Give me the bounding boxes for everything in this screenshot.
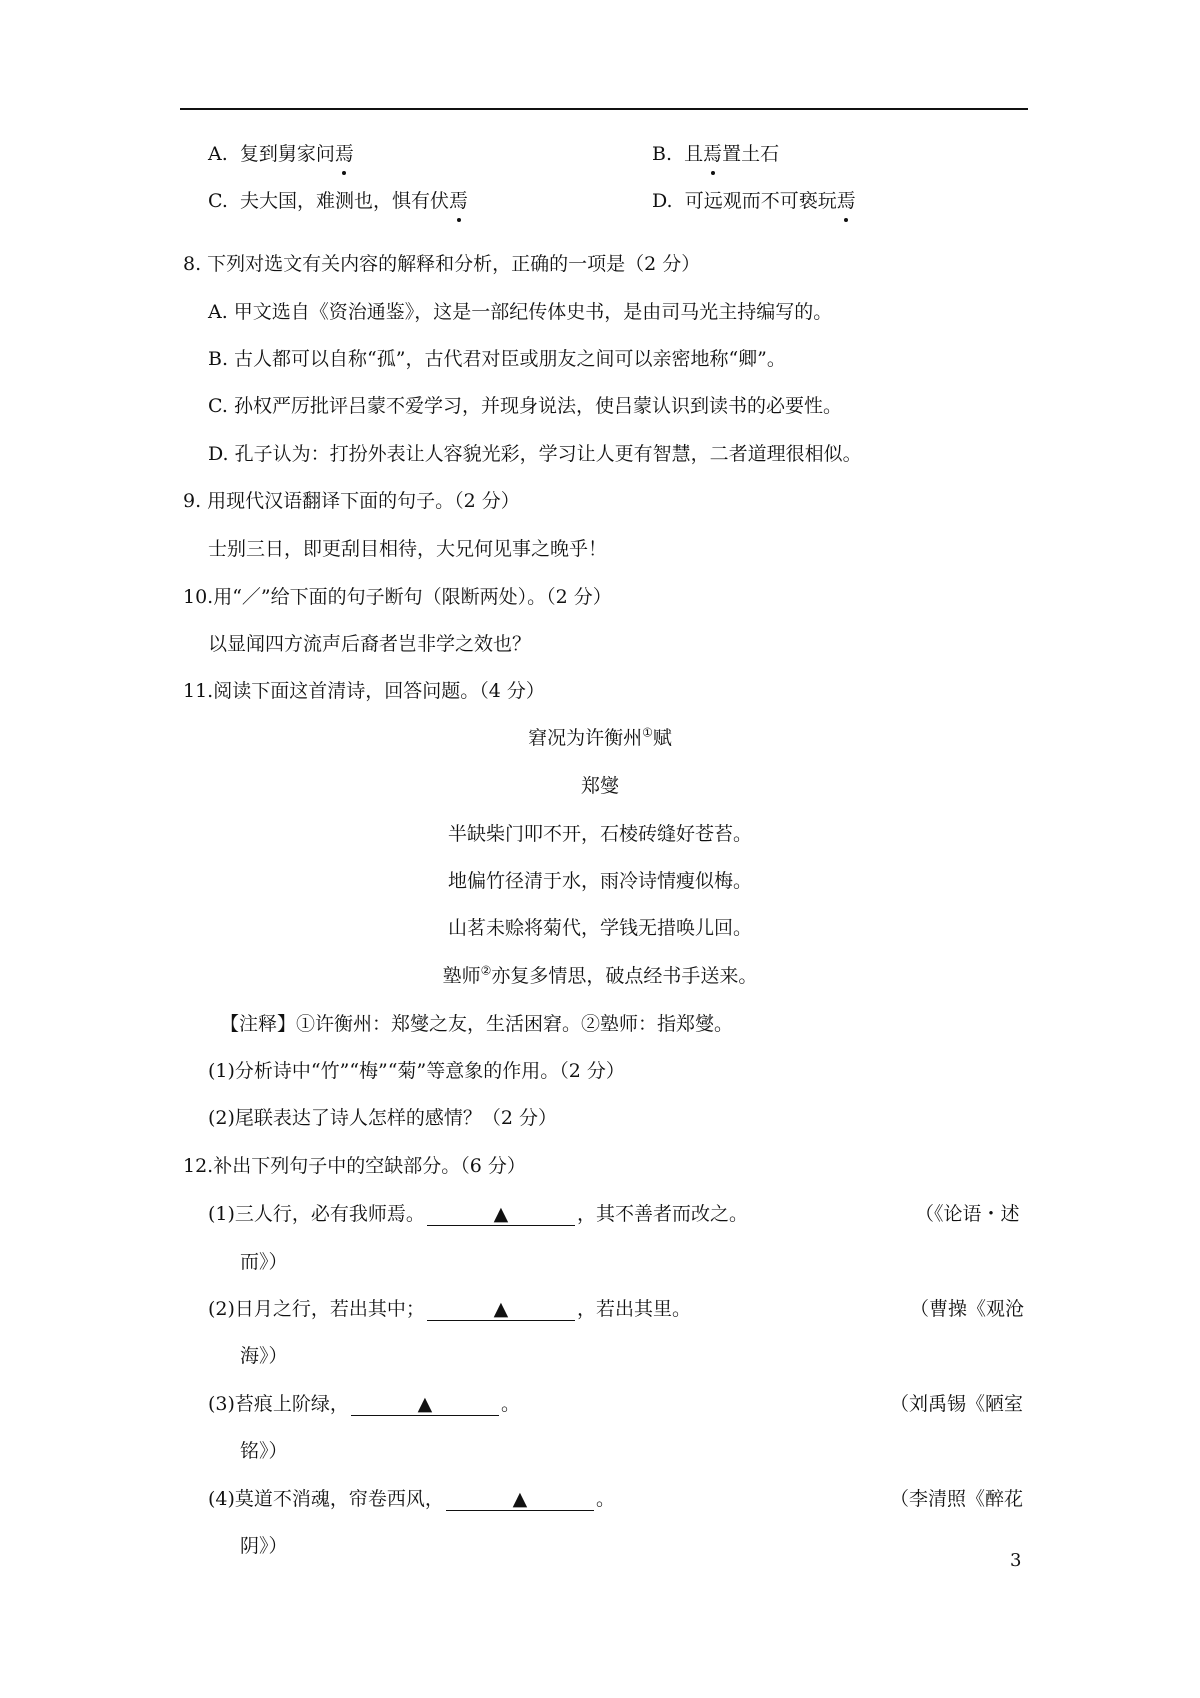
q10-sentence: 以显闻四方流声后裔者岂非学之效也？ (208, 633, 532, 655)
q8-option-b: B. 古人都可以自称“孤”，古代君对臣或朋友之间可以亲密地称“卿”。 (208, 348, 786, 370)
source-citation-cont: 而》） (240, 1251, 288, 1273)
q12-stem: 12.补出下列句子中的空缺部分。（6 分） (183, 1155, 526, 1177)
source-citation: （曹操《观沧 (910, 1298, 1025, 1320)
q8-stem: 8. 下列对选文有关内容的解释和分析，正确的一项是（2 分） (183, 253, 701, 275)
source-citation-cont: 阴》） (240, 1535, 288, 1557)
poem-note: 【注释】①许衡州：郑燮之友，生活困窘。②塾师：指郑燮。 (220, 1013, 734, 1035)
q7-option-d: D. 可远观而不可亵玩焉 (652, 187, 856, 215)
fill-blank-item: (2)日月之行，若出其中； ▲ ，若出其里。 (208, 1298, 691, 1320)
q11-subquestion-1: (1)分析诗中“竹”“梅”“菊”等意象的作用。（2 分） (208, 1060, 625, 1082)
q8-option-c: C. 孙权严厉批评吕蒙不爱学习，并现身说法，使吕蒙认识到读书的必要性。 (208, 395, 842, 417)
poem-line: 塾师②亦复多情思，破点经书手送来。 (442, 963, 758, 987)
emphasis-char: 焉 (703, 140, 722, 168)
poem-line: 山茗未赊将菊代，学钱无措唤儿回。 (447, 917, 752, 939)
source-citation-cont: 海》） (240, 1345, 288, 1367)
q7-option-b: B. 且焉置土石 (652, 140, 779, 168)
q9-stem: 9. 用现代汉语翻译下面的句子。（2 分） (183, 490, 520, 512)
emphasis-char: 焉 (449, 187, 468, 215)
answer-blank[interactable]: ▲ (351, 1393, 499, 1416)
q11-subquestion-2: (2)尾联表达了诗人怎样的感情？（2 分） (208, 1107, 558, 1129)
source-citation-cont: 铭》） (240, 1440, 288, 1462)
emphasis-char: 焉 (837, 187, 856, 215)
answer-blank[interactable]: ▲ (446, 1488, 594, 1511)
fill-blank-item: (1)三人行，必有我师焉。 ▲ ，其不善者而改之。 (208, 1203, 748, 1225)
poem-line: 半缺柴门叩不开，石棱砖缝好苍苔。 (447, 823, 752, 845)
page-number: 3 (1010, 1550, 1022, 1571)
q8-option-d: D. 孔子认为：打扮外表让人容貌光彩，学习让人更有智慧，二者道理很相似。 (208, 443, 862, 465)
emphasis-char: 焉 (335, 140, 354, 168)
header-rule (180, 108, 1028, 110)
fill-blank-item: (4)莫道不消魂，帘卷西风， ▲ 。 (208, 1488, 615, 1510)
q8-option-a: A. 甲文选自《资治通鉴》，这是一部纪传体史书，是由司马光主持编写的。 (208, 301, 833, 323)
answer-blank[interactable]: ▲ (427, 1203, 575, 1226)
poem-author: 郑燮 (580, 775, 619, 797)
source-citation: （刘禹锡《陋室 (890, 1393, 1024, 1415)
poem-line: 地偏竹径清于水，雨冷诗情瘦似梅。 (447, 870, 752, 892)
q7-option-a: A. 复到舅家问焉 (208, 140, 354, 168)
source-citation: （李清照《醉花 (890, 1488, 1024, 1510)
answer-blank[interactable]: ▲ (427, 1298, 575, 1321)
q7-option-c: C. 夫大国，难测也，惧有伏焉 (208, 187, 468, 215)
source-citation: （《论语・述 (915, 1203, 1020, 1225)
poem-title: 窘况为许衡州①赋 (528, 725, 672, 749)
q9-sentence: 士别三日，即更刮目相待，大兄何见事之晚乎！ (208, 538, 608, 560)
q10-stem: 10.用“／”给下面的句子断句（限断两处）。（2 分） (183, 586, 612, 608)
q11-stem: 11.阅读下面这首清诗，回答问题。（4 分） (183, 680, 545, 702)
fill-blank-item: (3)苔痕上阶绿， ▲ 。 (208, 1393, 520, 1415)
